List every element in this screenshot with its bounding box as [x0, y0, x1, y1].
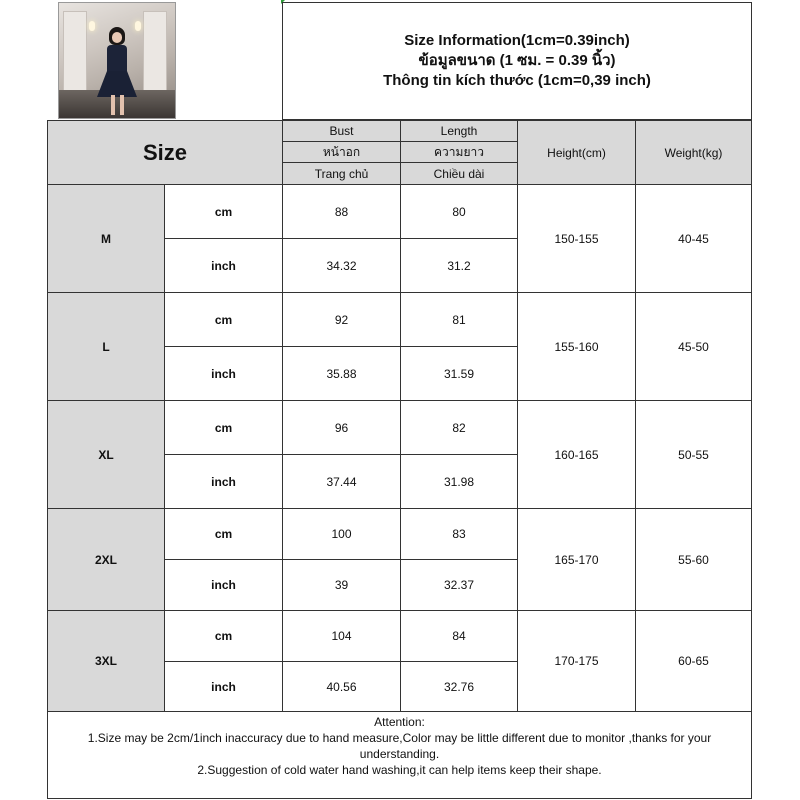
unit-inch: inch — [164, 346, 283, 401]
height-value: 170-175 — [517, 610, 636, 712]
size-header-label: Size — [142, 139, 188, 165]
bust-inch-value: 34.32 — [282, 238, 401, 293]
bust-cm-value: 92 — [282, 292, 401, 347]
unit-cm: cm — [164, 400, 283, 455]
size-info-header — [282, 2, 752, 120]
weight-value: 60-65 — [635, 610, 752, 712]
size-label-m: M — [47, 184, 165, 293]
height-header: Height(cm) — [517, 120, 636, 185]
length-cm-value: 83 — [400, 508, 518, 560]
product-photo — [58, 2, 176, 119]
length-inch-value: 31.59 — [400, 346, 518, 401]
unit-cm: cm — [164, 184, 283, 239]
note-line-1: 1.Size may be 2cm/1inch inaccuracy due to hand measure,Color may be little different due to monitor ,thanks for your understanding. — [87, 731, 712, 761]
height-value: 160-165 — [517, 400, 636, 509]
length-inch-value: 31.98 — [400, 454, 518, 509]
length-header-th: ความยาว — [400, 141, 518, 163]
size-label-3xl: 3XL — [47, 610, 165, 712]
unit-inch: inch — [164, 661, 283, 712]
length-header-en: Length — [400, 120, 518, 142]
weight-value: 45-50 — [635, 292, 752, 401]
length-cm-value: 82 — [400, 400, 518, 455]
size-label-l: L — [47, 292, 165, 401]
unit-cm: cm — [164, 610, 283, 662]
bust-header-vi: Trang chủ — [282, 162, 401, 185]
info-title-line-1: Size Information(1cm=0.39inch) — [404, 32, 630, 49]
length-cm-value: 84 — [400, 610, 518, 662]
unit-inch: inch — [164, 559, 283, 611]
height-value: 155-160 — [517, 292, 636, 401]
length-inch-value: 32.37 — [400, 559, 518, 611]
length-header-vi: Chiều dài — [400, 162, 518, 185]
info-title-line-2: ข้อมูลขนาด (1 ซม. = 0.39 นิ้ว) — [418, 52, 616, 69]
length-cm-value: 80 — [400, 184, 518, 239]
bust-cm-value: 100 — [282, 508, 401, 560]
bust-inch-value: 35.88 — [282, 346, 401, 401]
bust-inch-value: 40.56 — [282, 661, 401, 712]
length-inch-value: 31.2 — [400, 238, 518, 293]
attention-notes — [47, 711, 752, 799]
bust-inch-value: 39 — [282, 559, 401, 611]
bust-inch-value: 37.44 — [282, 454, 401, 509]
weight-value: 40-45 — [635, 184, 752, 293]
info-title-line-3: Thông tin kích thước (1cm=0,39 inch) — [383, 72, 651, 89]
unit-cm: cm — [164, 292, 283, 347]
bust-header-en: Bust — [282, 120, 401, 142]
height-value: 165-170 — [517, 508, 636, 611]
note-line-2: 2.Suggestion of cold water hand washing,it can help items keep their shape. — [197, 763, 602, 777]
size-label-xl: XL — [47, 400, 165, 509]
bust-cm-value: 96 — [282, 400, 401, 455]
unit-inch: inch — [164, 454, 283, 509]
length-cm-value: 81 — [400, 292, 518, 347]
notes-heading: Attention: — [374, 715, 425, 729]
weight-header: Weight(kg) — [635, 120, 752, 185]
bust-header-th: หน้าอก — [282, 141, 401, 163]
height-value: 150-155 — [517, 184, 636, 293]
weight-value: 50-55 — [635, 400, 752, 509]
size-column-header — [47, 120, 283, 185]
bust-cm-value: 104 — [282, 610, 401, 662]
weight-value: 55-60 — [635, 508, 752, 611]
length-inch-value: 32.76 — [400, 661, 518, 712]
unit-inch: inch — [164, 238, 283, 293]
size-label-2xl: 2XL — [47, 508, 165, 611]
bust-cm-value: 88 — [282, 184, 401, 239]
unit-cm: cm — [164, 508, 283, 560]
